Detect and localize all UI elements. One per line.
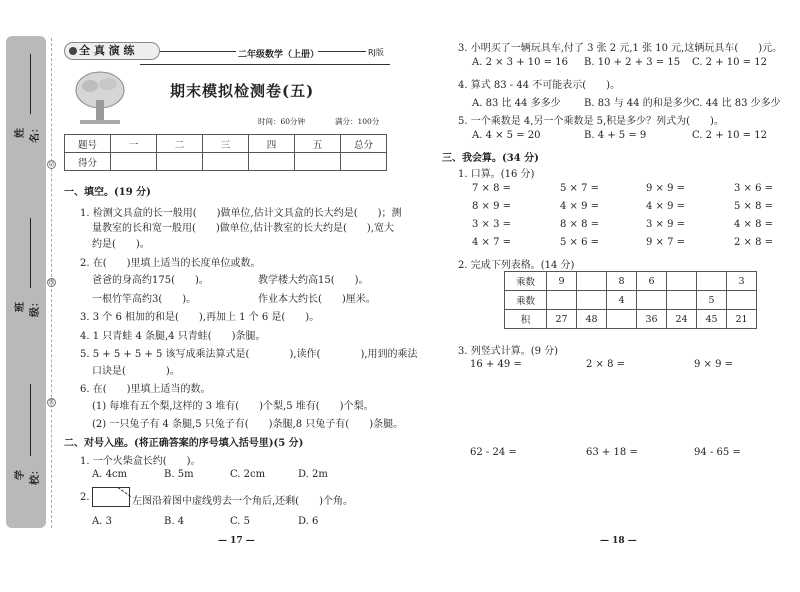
section-heading: 三、我会算。(34 分) — [442, 153, 539, 164]
multiplication-table — [504, 271, 757, 329]
score-cell[interactable] — [295, 153, 341, 171]
oral-item: 9 × 9 = — [646, 183, 686, 194]
option[interactable]: B. 83 与 44 的和是多少 — [584, 98, 693, 109]
table-cell[interactable] — [577, 291, 607, 310]
brand-dot-icon — [69, 47, 77, 55]
oral-item: 7 × 8 = — [472, 183, 512, 194]
table-row-label: 得分 — [65, 153, 111, 171]
oral-item: 9 × 7 = — [646, 237, 686, 248]
tree-illustration — [74, 70, 126, 126]
score-cell[interactable] — [249, 153, 295, 171]
vertical-item: 9 × 9 = — [694, 359, 734, 370]
question-text: 3. 小明买了一辆玩具车,付了 3 张 2 元,1 张 10 元,这辆玩具车( )元。 — [458, 43, 783, 54]
oral-item: 2 × 8 = — [734, 237, 774, 248]
score-table — [64, 134, 387, 171]
page-number: — 17 — — [218, 536, 255, 546]
table-cell[interactable]: 4 — [607, 291, 637, 310]
vertical-item: 62 - 24 = — [470, 447, 517, 458]
table-cell[interactable]: 9 — [547, 272, 577, 291]
table-header: 四 — [249, 135, 295, 153]
table-cell[interactable] — [667, 291, 697, 310]
option[interactable]: A. 4cm — [92, 469, 128, 480]
oral-item: 4 × 8 = — [734, 219, 774, 230]
score-cell[interactable] — [111, 153, 157, 171]
page-number: — 18 — — [600, 536, 637, 546]
header-rule — [160, 51, 236, 52]
question-text: 2. 完成下列表格。(14 分) — [458, 260, 575, 271]
option[interactable]: B. 10 + 2 + 3 = 15 — [584, 57, 681, 68]
option[interactable]: B. 4 + 5 = 9 — [584, 130, 647, 141]
cut-mark: 线 — [48, 279, 55, 286]
question-text: (2) 一只兔子有 4 条腿,5 只兔子有( )条腿,8 只兔子有( )条腿。 — [92, 419, 404, 430]
table-header: 三 — [203, 135, 249, 153]
table-row — [65, 153, 387, 171]
table-cell[interactable]: 48 — [577, 310, 607, 329]
oral-item: 3 × 3 = — [472, 219, 512, 230]
edition-label: RJ版 — [368, 48, 384, 57]
oral-item: 5 × 6 = — [560, 237, 600, 248]
option[interactable]: A. 83 比 44 多多少 — [472, 98, 561, 109]
vertical-item: 94 - 65 = — [694, 447, 741, 458]
score-cell[interactable] — [203, 153, 249, 171]
oral-item: 3 × 9 = — [646, 219, 686, 230]
question-text: 一根竹竿高约3( )。 — [92, 294, 197, 305]
table-row — [505, 310, 757, 329]
option[interactable]: D. 6 — [298, 516, 319, 527]
table-cell[interactable] — [637, 291, 667, 310]
table-cell[interactable]: 45 — [697, 310, 727, 329]
score-cell[interactable] — [157, 153, 203, 171]
table-cell[interactable]: 3 — [727, 272, 757, 291]
option[interactable]: A. 2 × 3 + 10 = 16 — [472, 57, 568, 68]
question-text: 左图沿着图中虚线剪去一个角后,还剩( )个角。 — [132, 496, 353, 507]
brand-badge — [64, 42, 160, 60]
table-cell[interactable] — [727, 291, 757, 310]
school-label: 学校： — [15, 465, 41, 485]
option[interactable]: C. 5 — [230, 516, 251, 527]
question-text: 量教室的长和宽一般用( )做单位,估计教室的长大约是( ),宽大 — [92, 223, 394, 234]
question-text: 1. 口算。(16 分) — [458, 169, 535, 180]
question-text: (1) 每堆有五个梨,这样的 3 堆有( )个梨,5 堆有( )个梨。 — [92, 401, 374, 412]
oral-item: 5 × 8 = — [734, 201, 774, 212]
option[interactable]: C. 44 比 83 少多少 — [692, 98, 781, 109]
option[interactable]: C. 2 + 10 = 12 — [692, 130, 767, 141]
table-cell[interactable] — [697, 272, 727, 291]
vertical-item: 63 + 18 = — [586, 447, 638, 458]
name-label: 姓名： — [15, 123, 41, 143]
question-text: 3. 列竖式计算。(9 分) — [458, 346, 559, 357]
oral-item: 4 × 7 = — [472, 237, 512, 248]
question-text: 1. 一个火柴盒长约( )。 — [80, 456, 201, 467]
table-row — [505, 291, 757, 310]
table-header: 一 — [111, 135, 157, 153]
question-text: 口诀是( )。 — [92, 366, 180, 377]
question-text: 5. 一个乘数是 4,另一个乘数是 5,积是多少？列式为( )。 — [458, 116, 724, 127]
question-text: 4. 1 只青蛙 4 条腿,4 只青蛙( )条腿。 — [80, 331, 266, 342]
table-cell[interactable] — [667, 272, 697, 291]
time-label: 时间：60分钟 — [258, 117, 306, 126]
question-number: 2. — [80, 492, 90, 503]
vertical-item: 2 × 8 = — [586, 359, 626, 370]
class-label: 班级： — [15, 297, 41, 317]
section-heading: 一、填空。(19 分) — [64, 187, 151, 198]
full-score-label: 满分：100分 — [335, 117, 380, 126]
question-text: 作业本大约长( )厘米。 — [258, 294, 376, 305]
table-row — [65, 135, 387, 153]
question-text: 2. 在( )里填上适当的长度单位或数。 — [80, 258, 261, 269]
table-header: 五 — [295, 135, 341, 153]
binding-strip — [6, 36, 46, 528]
row-label: 乘数 — [505, 291, 547, 310]
oral-item: 8 × 8 = — [560, 219, 600, 230]
page-title: 期末模拟检测卷(五) — [170, 82, 315, 100]
section-heading: 二、对号入座。(将正确答案的序号填入括号里)(5 分) — [64, 438, 304, 449]
option[interactable]: A. 3 — [92, 516, 112, 527]
table-cell[interactable]: 6 — [637, 272, 667, 291]
cut-mark: 装 — [48, 399, 55, 406]
option[interactable]: C. 2cm — [230, 469, 266, 480]
oral-item: 4 × 9 = — [646, 201, 686, 212]
table-cell[interactable]: 21 — [727, 310, 757, 329]
vertical-item: 16 + 49 = — [470, 359, 522, 370]
question-text: 约是( )。 — [92, 239, 150, 250]
table-row — [505, 272, 757, 291]
question-text: 4. 算式 83 - 44 不可能表示( )。 — [458, 80, 621, 91]
rectangle-figure — [92, 487, 130, 507]
question-text: 爸爸的身高约175( )。 — [92, 275, 209, 286]
table-cell[interactable]: 24 — [667, 310, 697, 329]
table-cell[interactable]: 27 — [547, 310, 577, 329]
option[interactable]: C. 2 + 10 = 12 — [692, 57, 767, 68]
question-text: 5. 5 + 5 + 5 + 5 该写成乘法算式是( ),读作( ),用到的乘法 — [80, 349, 418, 360]
question-text: 6. 在( )里填上适当的数。 — [80, 384, 211, 395]
question-text: 1. 检测文具盒的长一般用( )做单位,估计文具盒的长大约是( )；测 — [80, 208, 402, 219]
oral-item: 3 × 6 = — [734, 183, 774, 194]
brand-text: 全 真 演 练 — [79, 44, 135, 57]
question-text: 3. 3 个 6 相加的和是( ),再加上 1 个 6 是( )。 — [80, 312, 320, 323]
oral-item: 5 × 7 = — [560, 183, 600, 194]
question-text: 教学楼大约高15( )。 — [258, 275, 369, 286]
table-header: 总分 — [341, 135, 387, 153]
option[interactable]: A. 4 × 5 = 20 — [472, 130, 541, 141]
table-header: 题号 — [65, 135, 111, 153]
header-rule — [318, 51, 366, 52]
table-cell[interactable] — [577, 272, 607, 291]
option[interactable]: D. 2m — [298, 469, 328, 480]
table-cell[interactable]: 36 — [637, 310, 667, 329]
oral-item: 4 × 9 = — [560, 201, 600, 212]
row-label: 乘数 — [505, 272, 547, 291]
option[interactable]: B. 5m — [164, 469, 194, 480]
score-cell[interactable] — [341, 153, 387, 171]
table-cell[interactable] — [547, 291, 577, 310]
table-cell[interactable]: 5 — [697, 291, 727, 310]
table-header: 二 — [157, 135, 203, 153]
table-cell[interactable] — [607, 310, 637, 329]
header-rule — [140, 64, 390, 65]
grade-label: 二年级数学（上册） — [238, 50, 320, 60]
cut-mark: 切 — [48, 161, 55, 168]
option[interactable]: B. 4 — [164, 516, 185, 527]
oral-item: 8 × 9 = — [472, 201, 512, 212]
row-label: 积 — [505, 310, 547, 329]
table-cell[interactable]: 8 — [607, 272, 637, 291]
